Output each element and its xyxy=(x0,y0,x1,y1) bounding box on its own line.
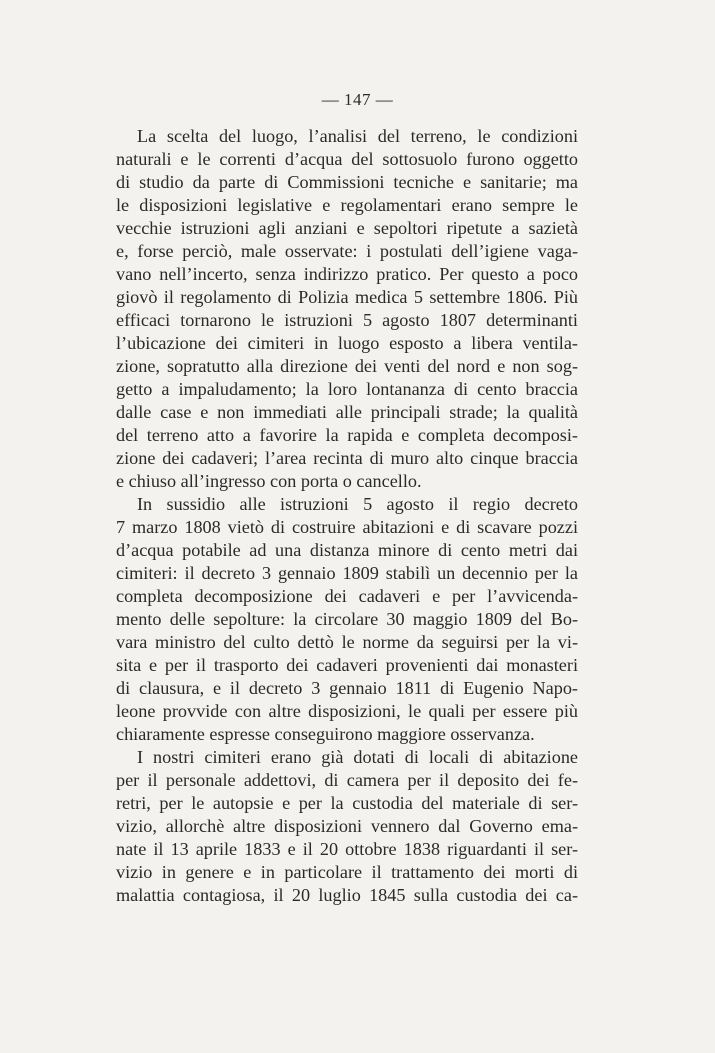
text-line: chiaramente espresse conseguirono maggiore osservanza. xyxy=(116,724,535,744)
text-line: vecchie istruzioni agli anziani e sepoltori ripetute a sazietà xyxy=(116,218,578,238)
text-line: zione, sopratutto alla direzione dei venti del nord e non sog- xyxy=(116,356,578,376)
text-line: naturali e le correnti d’acqua del sottosuolo furono oggetto xyxy=(116,149,578,169)
text-line: di studio da parte di Commissioni tecniche e sanitarie; ma xyxy=(116,172,578,192)
text-line: completa decomposizione dei cadaveri e per l’avvicenda- xyxy=(116,586,578,606)
text-line: le disposizioni legislative e regolamentari erano sempre le xyxy=(116,195,578,215)
text-line: 7 marzo 1808 vietò di costruire abitazioni e di scavare pozzi xyxy=(116,517,578,537)
text-line: e, forse perciò, male osservate: i postulati dell’igiene vaga- xyxy=(116,241,578,261)
text-line: In sussidio alle istruzioni 5 agosto il regio decreto xyxy=(137,494,578,514)
page-number: — 147 — xyxy=(321,90,394,109)
text-line: dalle case e non immediati alle principali strade; la qualità xyxy=(116,402,578,422)
text-line: sita e per il trasporto dei cadaveri provenienti dai monasteri xyxy=(116,655,578,675)
text-line: getto a impaludamento; la loro lontananza di cento braccia xyxy=(116,379,578,399)
text-line: vizio, allorchè altre disposizioni vennero dal Governo ema- xyxy=(116,816,578,836)
text-line: La scelta del luogo, l’analisi del terreno, le condizioni xyxy=(137,126,578,146)
text-line: del terreno atto a favorire la rapida e completa decomposi- xyxy=(116,425,578,445)
text-line: di clausura, e il decreto 3 gennaio 1811 di Eugenio Napo- xyxy=(116,678,578,698)
text-line: per il personale addettovi, di camera per il deposito dei fe- xyxy=(116,770,578,790)
text-line: nate il 13 aprile 1833 e il 20 ottobre 1838 riguardanti il ser- xyxy=(116,839,578,859)
text-line: leone provvide con altre disposizioni, le quali per essere più xyxy=(116,701,578,721)
text-line: zione dei cadaveri; l’area recinta di muro alto cinque braccia xyxy=(116,448,578,468)
text-line: vizio in genere e in particolare il trattamento dei morti di xyxy=(116,862,578,882)
text-line: vara ministro del culto dettò le norme da seguirsi per la vi- xyxy=(116,632,578,652)
text-line: mento delle sepolture: la circolare 30 maggio 1809 del Bo- xyxy=(116,609,578,629)
text-line: giovò il regolamento di Polizia medica 5 settembre 1806. Più xyxy=(116,287,578,307)
text-line: efficaci tornarono le istruzioni 5 agosto 1807 determinanti xyxy=(116,310,578,330)
text-line: e chiuso all’ingresso con porta o cancello. xyxy=(116,471,422,491)
text-line: l’ubicazione dei cimiteri in luogo esposto a libera ventila- xyxy=(116,333,578,353)
text-line: I nostri cimiteri erano già dotati di locali di abitazione xyxy=(137,747,578,767)
text-line: cimiteri: il decreto 3 gennaio 1809 stabilì un decennio per la xyxy=(116,563,578,583)
text-line: vano nell’incerto, senza indirizzo pratico. Per questo a poco xyxy=(116,264,578,284)
text-line: malattia contagiosa, il 20 luglio 1845 sulla custodia dei ca- xyxy=(116,885,578,905)
text-line: d’acqua potabile ad una distanza minore di cento metri dai xyxy=(116,540,578,560)
text-line: retri, per le autopsie e per la custodia del materiale di ser- xyxy=(116,793,578,813)
